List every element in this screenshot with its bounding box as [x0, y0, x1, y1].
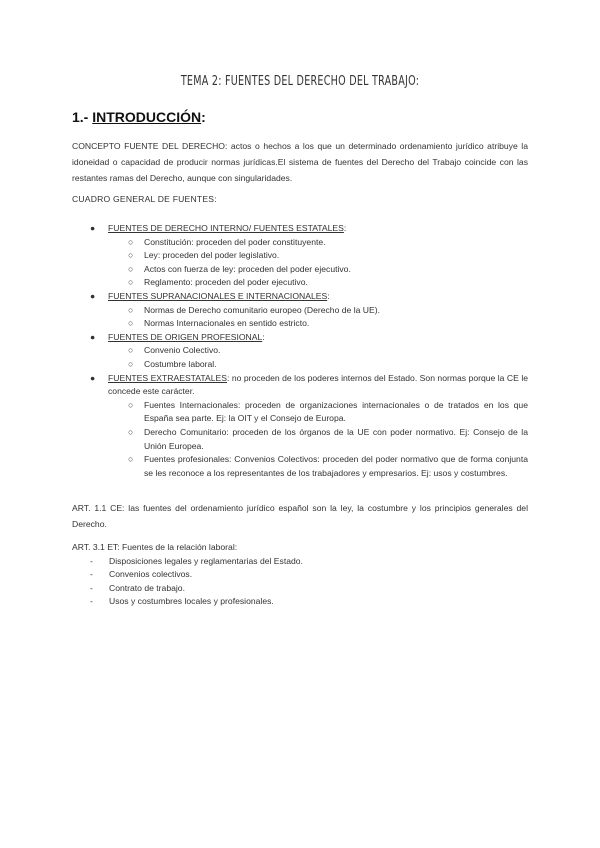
bullet-icon: ● — [90, 290, 96, 301]
circle-icon: ○ — [128, 277, 134, 288]
list-item: ● FUENTES DE DERECHO INTERNO/ FUENTES ESTATALES: — [72, 222, 528, 236]
subitem-text: Derecho Comunitario: proceden de los órganos de la UE con poder normativo. Ej: Consejo de la Unión Europea. — [144, 426, 528, 451]
list-heading-rest: : no proceden de los poderes internos del Estado. Son normas porque la CE le concede este carácter. — [108, 372, 529, 397]
list-item: ● FUENTES DE ORIGEN PROFESIONAL: — [72, 331, 528, 345]
subitem-text: Costumbre laboral. — [144, 358, 217, 369]
list-subitem — [72, 453, 528, 480]
art31-heading: ART. 3.1 ET: Fuentes de la relación laboral: — [72, 542, 238, 552]
circle-icon: ○ — [128, 454, 134, 465]
bullet-icon: ● — [90, 331, 96, 342]
list-item — [72, 595, 528, 609]
cuadro-heading: CUADRO GENERAL DE FUENTES: — [72, 194, 217, 204]
subitem-text: Constitución: proceden del poder constituyente. — [144, 236, 326, 247]
circle-icon: ○ — [128, 426, 134, 437]
item-text: Disposiciones legales y reglamentarias del Estado. — [109, 555, 303, 566]
dash-icon: - — [90, 596, 93, 607]
list-subitem — [72, 249, 528, 263]
list-subitem — [72, 344, 528, 358]
circle-icon: ○ — [128, 250, 134, 261]
subitem-text: Fuentes profesionales: Convenios Colectivos: proceden del poder normativo que de forma conjunta se les reconoce a los representantes de los trabajadores y empresarios. Ej: usos y costumbres. — [144, 454, 528, 478]
item-text: Usos y costumbres locales y profesionales. — [109, 596, 274, 607]
item-text: Convenios colectivos. — [109, 569, 193, 580]
subitem-text: Actos con fuerza de ley: proceden del poder ejecutivo. — [144, 263, 351, 274]
list-subitem — [72, 426, 528, 453]
fuentes-list — [72, 222, 528, 480]
circle-icon: ○ — [128, 399, 134, 410]
list-item: ● FUENTES SUPRANACIONALES E INTERNACIONALES: — [72, 290, 528, 304]
circle-icon: ○ — [128, 318, 134, 329]
dash-icon: - — [90, 569, 93, 580]
list-subitem — [72, 358, 528, 372]
list-subitem — [72, 317, 528, 331]
list-subitem — [72, 304, 528, 318]
list-item — [72, 582, 528, 596]
list-heading: FUENTES SUPRANACIONALES E INTERNACIONALES — [108, 290, 328, 301]
concepto-paragraph: CONCEPTO FUENTE DEL DERECHO: actos o hechos a los que un determinado ordenamiento jurídico atribuye la idoneidad o capacidad de producir normas jurídicas.El sistema de fuentes del Derecho del Trabajo coincide con las restantes ramas del Derecho, aunque con singularidades. — [72, 141, 528, 183]
section-heading — [72, 109, 206, 125]
circle-icon: ○ — [128, 263, 134, 274]
subitem-text: Normas de Derecho comunitario europeo (Derecho de la UE). — [144, 304, 380, 315]
list-item — [72, 555, 528, 569]
list-subitem — [72, 236, 528, 250]
list-heading: FUENTES DE DERECHO INTERNO/ FUENTES ESTATALES — [108, 223, 344, 233]
list-subitem — [72, 276, 528, 290]
circle-icon: ○ — [128, 345, 134, 356]
subitem-text: Fuentes Internacionales: proceden de organizaciones internacionales o de tratados en los que España sea parte. Ej: la OIT y el Consejo de Europa. — [144, 399, 528, 424]
list-heading: FUENTES DE ORIGEN PROFESIONAL — [108, 331, 263, 342]
circle-icon: ○ — [128, 304, 134, 315]
section-colon: : — [201, 109, 206, 125]
subitem-text: Ley: proceden del poder legislativo. — [144, 250, 280, 261]
list-item — [72, 568, 528, 582]
dash-icon: - — [90, 582, 93, 593]
subitem-text: Convenio Colectivo. — [144, 345, 221, 356]
circle-icon: ○ — [128, 358, 134, 369]
list-item — [72, 372, 528, 399]
item-text: Contrato de trabajo. — [109, 582, 185, 593]
list-subitem — [72, 263, 528, 277]
subitem-text: Reglamento: proceden del poder ejecutivo. — [144, 277, 308, 288]
section-number: 1.- — [72, 109, 93, 125]
art11-paragraph: ART. 1.1 CE: las fuentes del ordenamiento jurídico español son la ley, la costumbre y los principios generales del Derecho. — [72, 503, 528, 529]
art31-section — [72, 541, 528, 609]
list-subitem — [72, 399, 528, 426]
list-heading: FUENTES EXTRAESTATALES — [108, 372, 227, 383]
document-title: TEMA 2: FUENTES DEL DERECHO DEL TRABAJO: — [180, 74, 420, 89]
bullet-icon: ● — [90, 372, 96, 383]
section-title: INTRODUCCIÓN — [92, 109, 202, 125]
dash-icon: - — [90, 555, 93, 566]
bullet-icon: ● — [90, 223, 96, 233]
circle-icon: ○ — [128, 236, 134, 247]
subitem-text: Normas Internacionales en sentido estricto. — [144, 318, 310, 329]
